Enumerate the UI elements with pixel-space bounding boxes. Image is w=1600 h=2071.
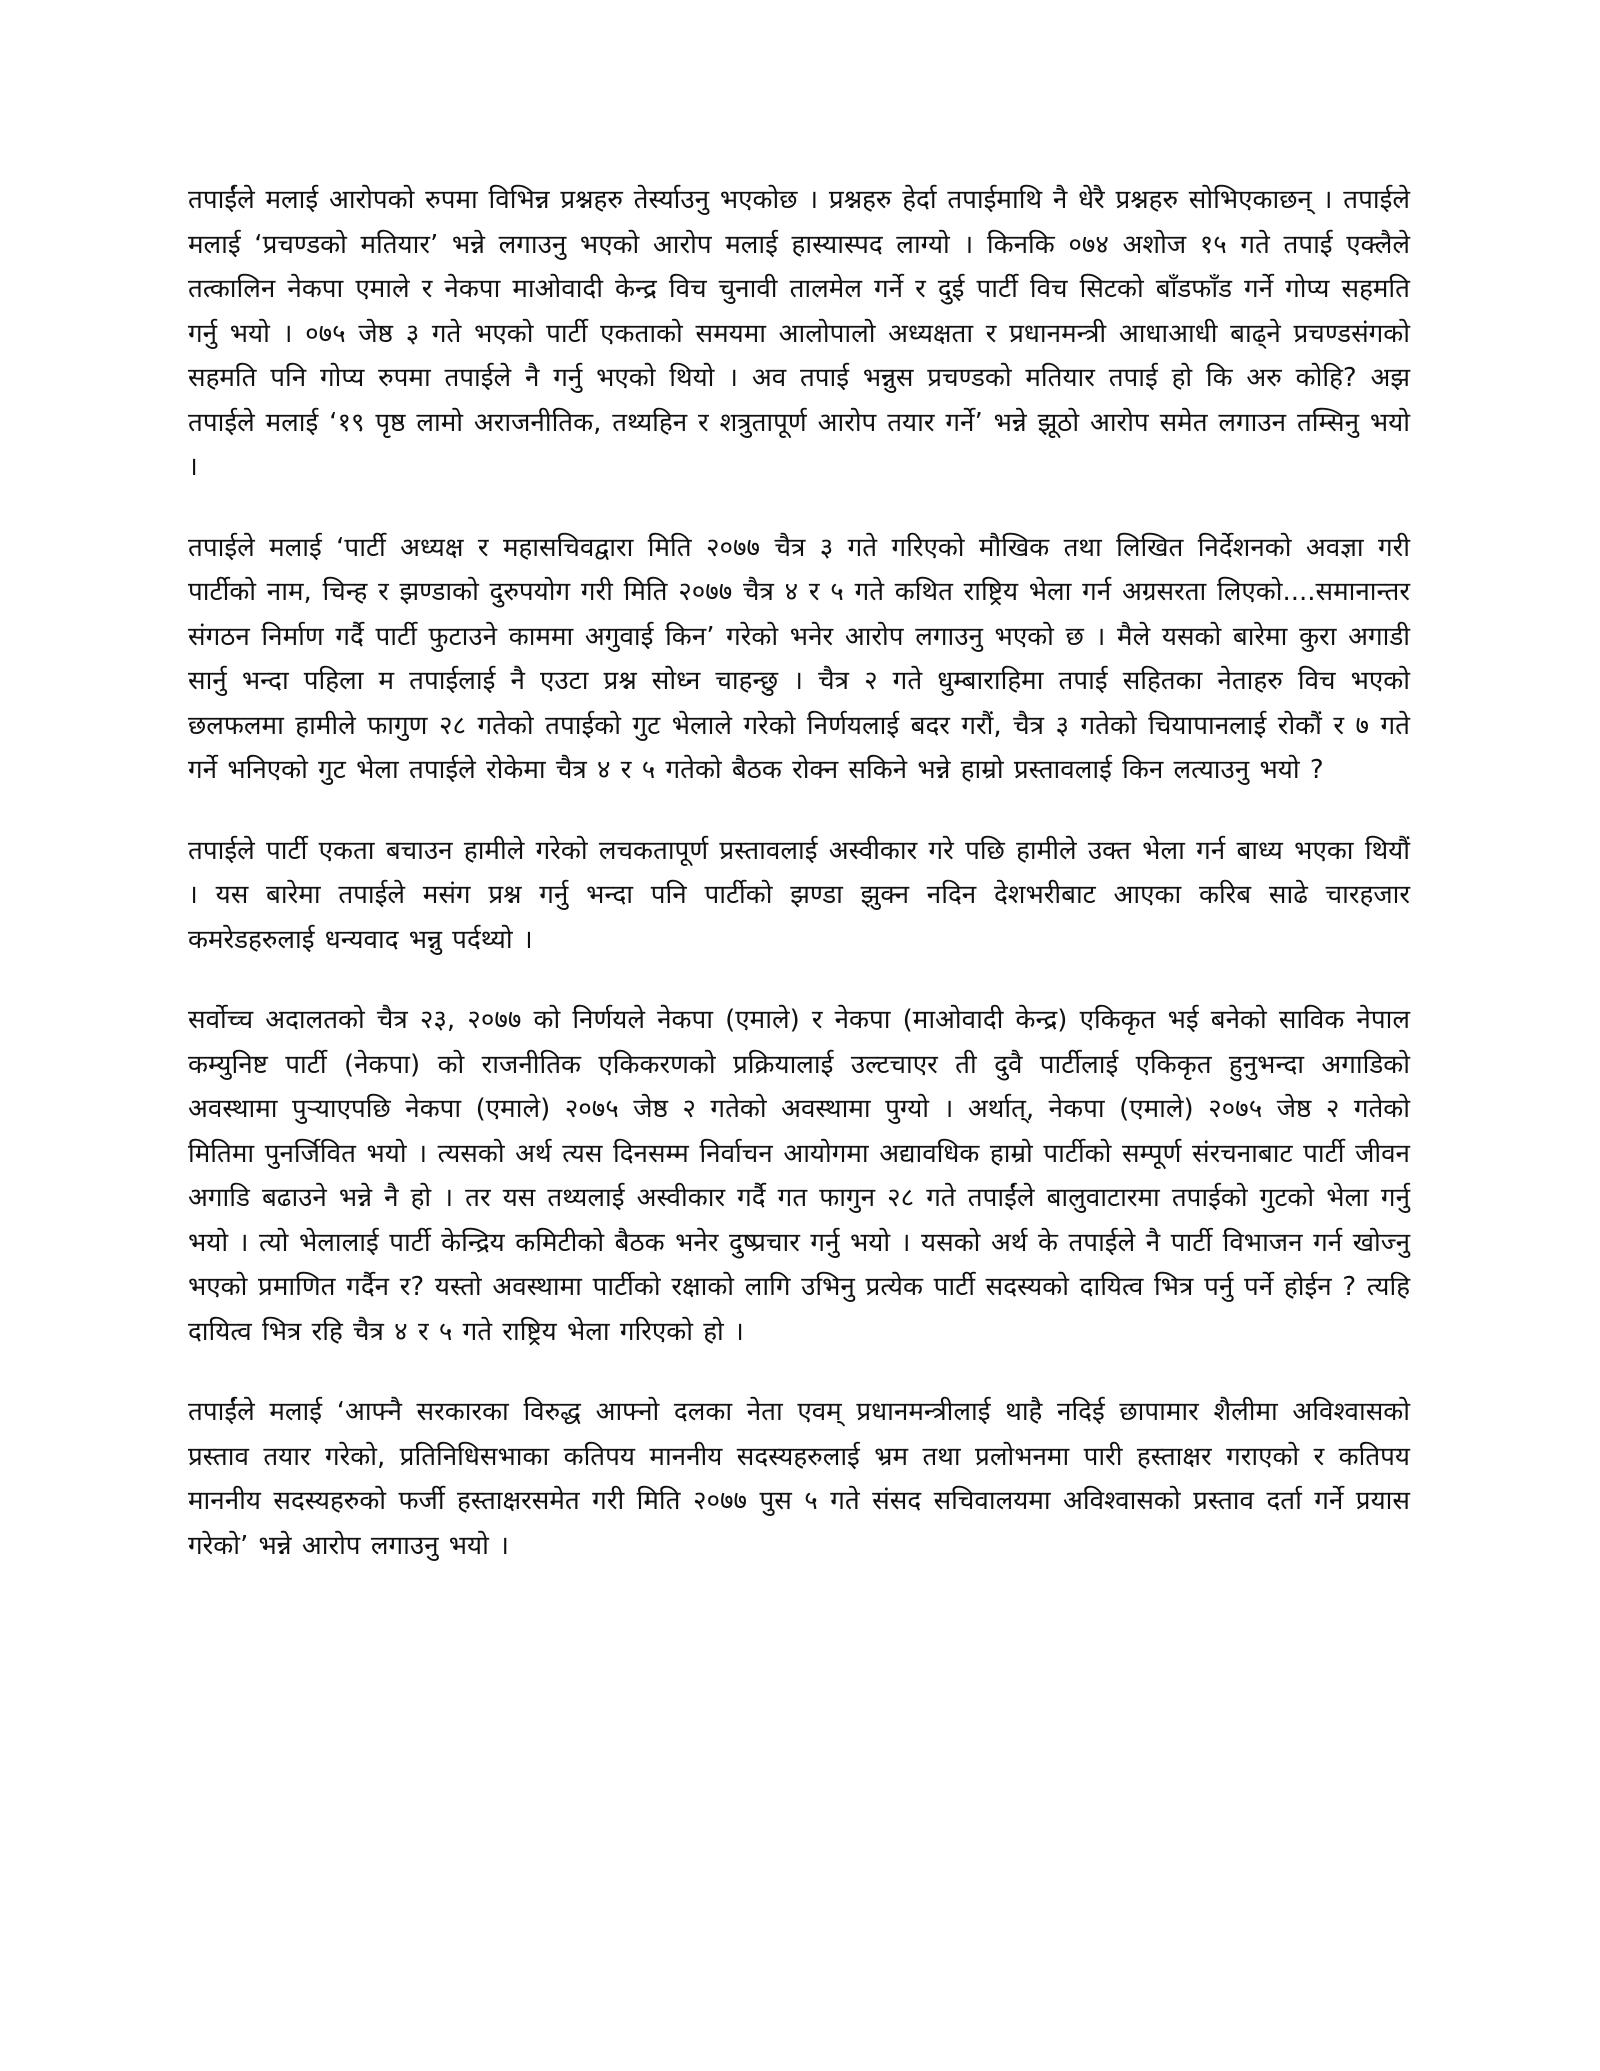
paragraph-5: तपाईंले मलाई ‘आफ्नै सरकारका विरुद्ध आफ्नो दलका नेता एवम् प्रधानमन्त्रीलाई थाहै नदिई छापामार शैलीमा अविश्वासको प्रस्ताव तयार गरेको, प्रतिनिधिसभाका कतिपय माननीय सदस्यहरुलाई भ्रम तथा प्रलोभनमा पारी हस्ताक्षर गराएको र कतिपय माननीय सदस्यहरुको फर्जी हस्ताक्षरसमेत गरी मिति २०७७ पुस ५ गते संसद सचिवालयमा अविश्वासको प्रस्ताव दर्ता गर्ने प्रयास गरेको’ भन्ने आरोप लगाउनु भयो । (188, 1397, 1410, 1561)
paragraph-3: तपाईले पार्टी एकता बचाउन हामीले गरेको लचकतापूर्ण प्रस्तावलाई अस्वीकार गरे पछि हामीले उक्त भेला गर्न बाध्य भएका थियौं । यस बारेमा तपाईले मसंग प्रश्न गर्नु भन्दा पनि पार्टीको झण्डा झुक्न नदिन देशभरीबाट आएका करिब साढे चारहजार कमरेडहरुलाई धन्यवाद भन्नु पर्दथ्यो । (188, 835, 1410, 955)
paragraph-2: तपाईले मलाई ‘पार्टी अध्यक्ष र महासचिवद्वारा मिति २०७७ चैत्र ३ गते गरिएको मौखिक तथा लिखित निर्देशनको अवज्ञा गरी पार्टीको नाम, चिन्ह र झण्डाको दुरुपयोग गरी मिति २०७७ चैत्र ४ र ५ गते कथित राष्ट्रिय भेला गर्न अग्रसरता लिएको....समानान्तर संगठन निर्माण गर्दै पार्टी फुटाउने काममा अगुवाई किन’ गरेको भनेर आरोप लगाउनु भएको छ । मैले यसको बारेमा कुरा अगाडी सार्नु भन्दा पहिला म तपाईलाई नै एउटा प्रश्न सोध्न चाहन्छु । चैत्र २ गते धुम्बाराहिमा तपाई सहितका नेताहरु विच भएको छलफलमा हामीले फागुण २८ गतेको तपाईको गुट भेलाले गरेको निर्णयलाई बदर गरौं, चैत्र ३ गतेको चियापानलाई रोकौं र ७ गते गर्ने भनिएको गुट भेला तपाईले रोकेमा चैत्र ४ र ५ गतेको बैठक रोक्न सकिने भन्ने हाम्रो प्रस्तावलाई किन लत्याउनु भयो ? (188, 532, 1410, 785)
document-body (188, 178, 1410, 1604)
paragraph-4: सर्वोच्च अदालतको चैत्र २३, २०७७ को निर्णयले नेकपा (एमाले) र नेकपा (माओवादी केन्द्र) एकिकृत भई बनेको साविक नेपाल कम्युनिष्ट पार्टी (नेकपा) को राजनीतिक एकिकरणको प्रक्रियालाई उल्टचाएर ती दुवै पार्टीलाई एकिकृत हुनुभन्दा अगाडिको अवस्थामा पुऱ्याएपछि नेकपा (एमाले) २०७५ जेष्ठ २ गतेको अवस्थामा पुग्यो । अर्थात्, नेकपा (एमाले) २०७५ जेष्ठ २ गतेको मितिमा पुनर्जिवित भयो । त्यसको अर्थ त्यस दिनसम्म निर्वाचन आयोगमा अद्यावधिक हाम्रो पार्टीको सम्पूर्ण संरचनाबाट पार्टी जीवन अगाडि बढाउने भन्ने नै हो । तर यस तथ्यलाई अस्वीकार गर्दै गत फागुन २८ गते तपाईंले बालुवाटारमा तपाईको गुटको भेला गर्नु भयो । त्यो भेलालाई पार्टी केन्द्रिय कमिटीको बैठक भनेर दुष्प्रचार गर्नु भयो । यसको अर्थ के तपाईले नै पार्टी विभाजन गर्न खोज्नु भएको प्रमाणित गर्दैन र? यस्तो अवस्थामा पार्टीको रक्षाको लागि उभिनु प्रत्येक पार्टी सदस्यको दायित्व भित्र पर्नु पर्ने होईन ? त्यहि दायित्व भित्र रहि चैत्र ४ र ५ गते राष्ट्रिय भेला गरिएको हो । (188, 1005, 1410, 1347)
paragraph-1: तपाईंले मलाई आरोपको रुपमा विभिन्न प्रश्नहरु तेर्स्याउनु भएकोछ । प्रश्नहरु हेर्दा तपाईमाथि नै धेरै प्रश्नहरु सोभिएकाछन् । तपाईले मलाई ‘प्रचण्डको मतियार’ भन्ने लगाउनु भएको आरोप मलाई हास्यास्पद लाग्यो । किनकि ०७४ अशोज १५ गते तपाई एक्लैले तत्कालिन नेकपा एमाले र नेकपा माओवादी केन्द्र विच चुनावी तालमेल गर्ने र दुई पार्टी विच सिटको बाँडफाँड गर्ने गोप्य सहमति गर्नु भयो । ०७५ जेष्ठ ३ गते भएको पार्टी एकताको समयमा आलोपालो अध्यक्षता र प्रधानमन्त्री आधाआधी बाढ्ने प्रचण्डसंगको सहमति पनि गोप्य रुपमा तपाईले नै गर्नु भएको थियो । अव तपाई भन्नुस प्रचण्डको मतियार तपाई हो कि अरु कोहि? अझ तपाईले मलाई ‘१९ पृष्ठ लामो अराजनीतिक, तथ्यहिन र शत्रुतापूर्ण आरोप तयार गर्ने’ भन्ने झूठो आरोप समेत लगाउन तम्सिनु भयो । (188, 185, 1410, 482)
